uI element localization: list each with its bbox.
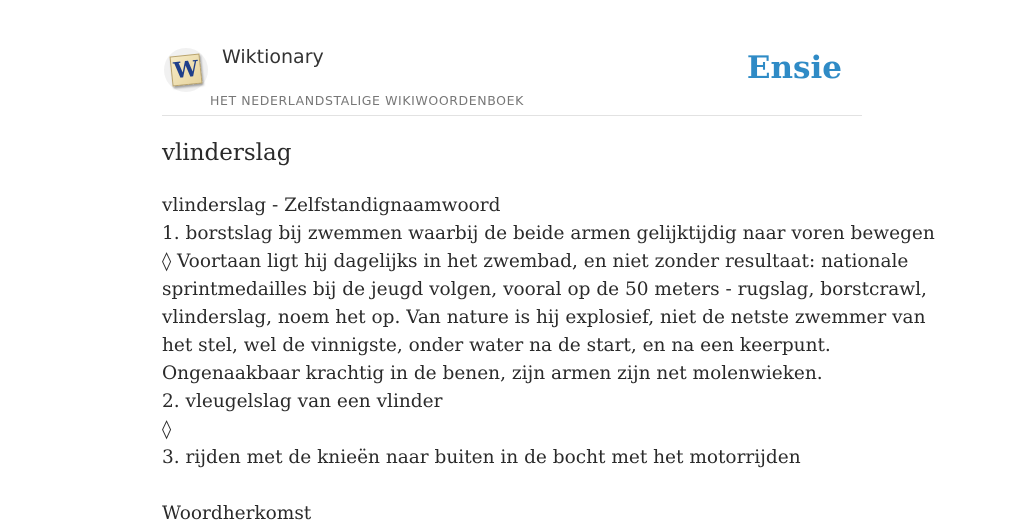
entry-title: vlinderslag bbox=[162, 140, 292, 166]
entry-line: vlinderslag, noem het op. Van nature is hij explosief, niet de netste zwemmer van bbox=[162, 307, 926, 328]
entry-line: ◊ Voortaan ligt hij dagelijks in het zwembad, en niet zonder resultaat: nationale bbox=[162, 251, 909, 272]
entry-line: 3. rijden met de knieën naar buiten in de bocht met het motorrijden bbox=[162, 447, 801, 468]
entry-line: ◊ bbox=[162, 419, 172, 440]
site-logo[interactable] bbox=[164, 48, 208, 92]
entry-line: vlinderslag - Zelfstandignaamwoord bbox=[162, 195, 501, 216]
entry-content bbox=[162, 192, 935, 528]
ensie-brand-link[interactable]: Ensie bbox=[746, 50, 842, 86]
entry-line: Ongenaakbaar krachtig in de benen, zijn armen zijn net molenwieken. bbox=[162, 363, 823, 384]
site-header bbox=[162, 0, 862, 116]
entry-line: 1. borstslag bij zwemmen waarbij de beide armen gelijktijdig naar voren bewegen bbox=[162, 223, 935, 244]
page-container bbox=[162, 0, 935, 524]
entry-line: 2. vleugelslag van een vlinder bbox=[162, 391, 443, 412]
entry-line: sprintmedailles bij de jeugd volgen, vooral op de 50 meters - rugslag, borstcrawl, bbox=[162, 279, 927, 300]
site-tagline: HET NEDERLANDSTALIGE WIKIWOORDENBOEK bbox=[210, 93, 524, 108]
entry-line: het stel, wel de vinnigste, onder water na de start, en na een keerpunt. bbox=[162, 335, 831, 356]
wiktionary-tile-icon: W bbox=[170, 54, 203, 87]
site-name[interactable]: Wiktionary bbox=[222, 46, 324, 68]
section-heading: Woordherkomst bbox=[162, 503, 312, 524]
